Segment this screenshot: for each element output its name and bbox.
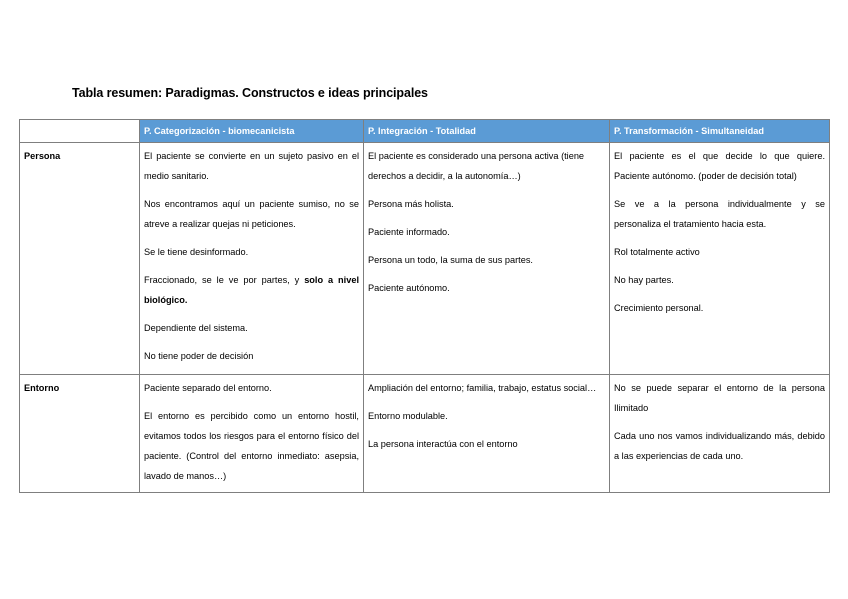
- cell-persona-categorizacion: [140, 143, 364, 375]
- table-row-persona: [20, 143, 830, 375]
- cell-text: El paciente es el que decide lo que quiere. Paciente autónomo. (poder de decisión total): [614, 151, 825, 181]
- cell-text: Dependiente del sistema.: [144, 323, 248, 333]
- cell-entorno-transformacion: [610, 375, 830, 493]
- row-label-entorno: Entorno: [20, 375, 140, 493]
- row-label-persona: Persona: [20, 143, 140, 375]
- cell-text: El paciente es considerado una persona activa (tiene derechos a decidir, a la autonomía…): [368, 151, 585, 181]
- cell-text: [144, 270, 359, 310]
- cell-entorno-categorizacion: [140, 375, 364, 493]
- cell-text: Rol totalmente activo: [614, 247, 700, 257]
- cell-text: Crecimiento personal.: [614, 303, 704, 313]
- cell-text: Paciente separado del entorno.: [144, 383, 272, 393]
- table-row-entorno: [20, 375, 830, 493]
- cell-text: Paciente informado.: [368, 227, 450, 237]
- cell-text: Paciente autónomo.: [368, 283, 450, 293]
- cell-text: Se ve a la persona individualmente y se personaliza el tratamiento hacia esta.: [614, 199, 825, 229]
- cell-text-part: Fraccionado, se le ve por partes, y: [144, 275, 305, 285]
- cell-text: Persona más holista.: [368, 199, 454, 209]
- cell-entorno-integracion: [364, 375, 610, 493]
- header-cell-transformacion: P. Transformación - Simultaneidad: [610, 120, 830, 143]
- header-cell-integracion: P. Integración - Totalidad: [364, 120, 610, 143]
- cell-text: No tiene poder de decisión: [144, 351, 254, 361]
- header-row: [20, 120, 830, 143]
- document-title: Tabla resumen: Paradigmas. Constructos e ideas principales: [72, 86, 428, 100]
- cell-text: Ampliación del entorno; familia, trabajo, estatus social…: [368, 383, 597, 393]
- cell-text: Nos encontramos aquí un paciente sumiso, no se atreve a realizar quejas ni peticiones.: [144, 199, 359, 229]
- cell-persona-transformacion: [610, 143, 830, 375]
- summary-table: [19, 119, 830, 493]
- cell-text: El paciente se convierte en un sujeto pasivo en el medio sanitario.: [144, 151, 359, 181]
- cell-text: La persona interactúa con el entorno: [368, 439, 518, 449]
- header-cell-categorizacion: P. Categorización - biomecanicista: [140, 120, 364, 143]
- cell-text: El entorno es percibido como un entorno hostil, evitamos todos los riesgos para el entorno físico del paciente. (Control del entorno inmediato: asepsia, lavado de manos…): [144, 411, 359, 481]
- cell-text: Entorno modulable.: [368, 411, 448, 421]
- cell-persona-integracion: [364, 143, 610, 375]
- cell-text: Cada uno nos vamos individualizando más, debido a las experiencias de cada uno.: [614, 431, 825, 461]
- header-cell-empty: [20, 120, 140, 143]
- cell-text: Se le tiene desinformado.: [144, 247, 249, 257]
- cell-text-bold: solo a nivel biológico.: [144, 275, 359, 305]
- cell-text: Persona un todo, la suma de sus partes.: [368, 255, 533, 265]
- cell-text: No se puede separar el entorno de la persona Ilimitado: [614, 383, 825, 413]
- cell-text: No hay partes.: [614, 275, 674, 285]
